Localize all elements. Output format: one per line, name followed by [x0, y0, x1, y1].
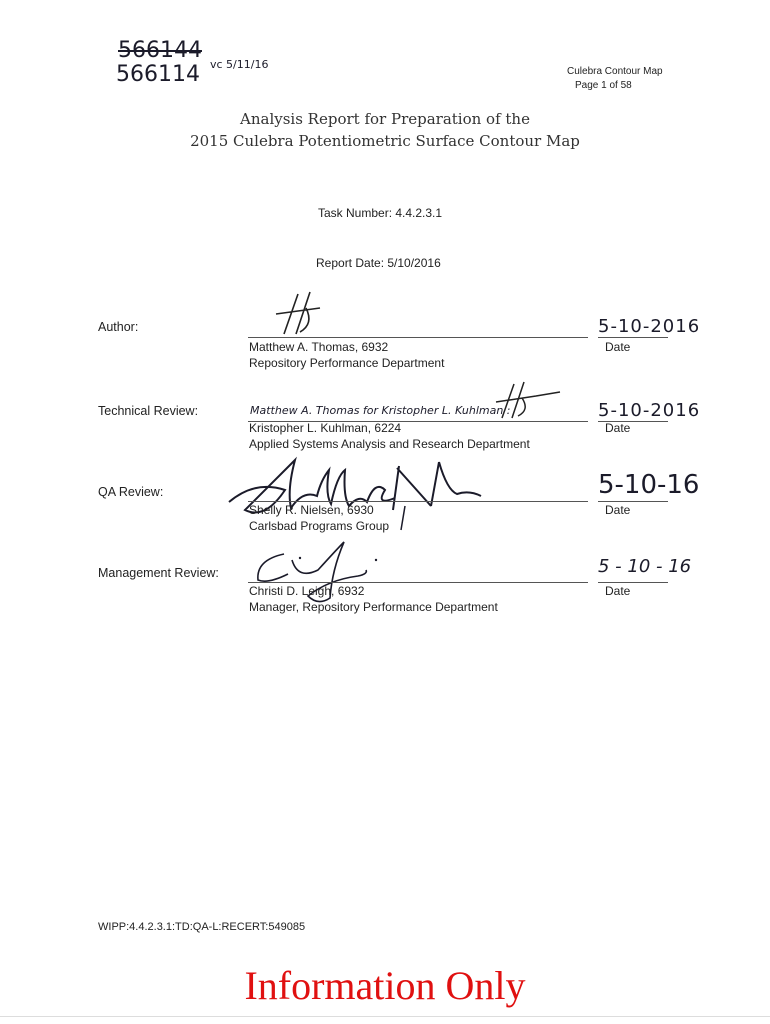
- management-review-date-label: Date: [605, 584, 631, 598]
- handwritten-doc-number-struck: 566144: [118, 38, 202, 63]
- qa-review-label: QA Review:: [98, 485, 164, 499]
- author-label: Author:: [98, 320, 139, 334]
- handwritten-doc-number-corrected: 566114: [116, 62, 200, 87]
- bottom-edge-divider: [0, 1016, 770, 1017]
- report-title-line1: Analysis Report for Preparation of the: [240, 110, 530, 128]
- author-date-label: Date: [605, 340, 631, 354]
- report-date: Report Date: 5/10/2016: [316, 256, 441, 270]
- qa-review-signature-icon: [225, 450, 485, 530]
- qa-review-signature-line: [248, 501, 588, 502]
- management-review-signature-line: [248, 582, 588, 583]
- management-review-date-handwritten: 5 - 10 - 16: [598, 556, 692, 577]
- header-page-number: Page 1 of 58: [575, 80, 632, 91]
- qa-review-date-handwritten: 5-10-16: [598, 470, 700, 500]
- management-review-date-line: [598, 582, 668, 583]
- task-number: Task Number: 4.4.2.3.1: [318, 206, 443, 220]
- author-date-handwritten: 5-10-2016: [598, 316, 701, 337]
- header-doc-title: Culebra Contour Map: [567, 66, 663, 77]
- technical-review-label: Technical Review:: [98, 404, 199, 418]
- qa-review-date-line: [598, 501, 668, 502]
- management-review-label: Management Review:: [98, 566, 219, 580]
- author-signature-line: [248, 337, 588, 338]
- qa-review-date-label: Date: [605, 503, 631, 517]
- technical-review-signature-note: Matthew A. Thomas for Kristopher L. Kuhlman :: [250, 404, 511, 417]
- management-review-name: Christi D. Leigh, 6932: [249, 584, 365, 598]
- qa-review-name: Shelly R. Nielsen, 6930: [249, 503, 374, 517]
- technical-review-org: Applied Systems Analysis and Research Department: [249, 437, 530, 451]
- qa-review-org: Carlsbad Programs Group: [249, 519, 390, 533]
- author-signature-icon: [270, 288, 330, 338]
- footer-document-id: WIPP:4.4.2.3.1:TD:QA-L:RECERT:549085: [98, 921, 306, 933]
- information-only-stamp: Information Only: [244, 963, 526, 1008]
- report-title-line2: 2015 Culebra Potentiometric Surface Contour Map: [190, 132, 580, 150]
- handwritten-initials-date: vc 5/11/16: [210, 58, 269, 71]
- technical-review-date-label: Date: [605, 421, 631, 435]
- author-org: Repository Performance Department: [249, 356, 445, 370]
- technical-review-signature-icon: [492, 380, 562, 420]
- technical-review-date-handwritten: 5-10-2016: [598, 400, 701, 421]
- author-date-line: [598, 337, 668, 338]
- author-name: Matthew A. Thomas, 6932: [249, 340, 389, 354]
- technical-review-name: Kristopher L. Kuhlman, 6224: [249, 421, 402, 435]
- management-review-org: Manager, Repository Performance Department: [249, 600, 498, 614]
